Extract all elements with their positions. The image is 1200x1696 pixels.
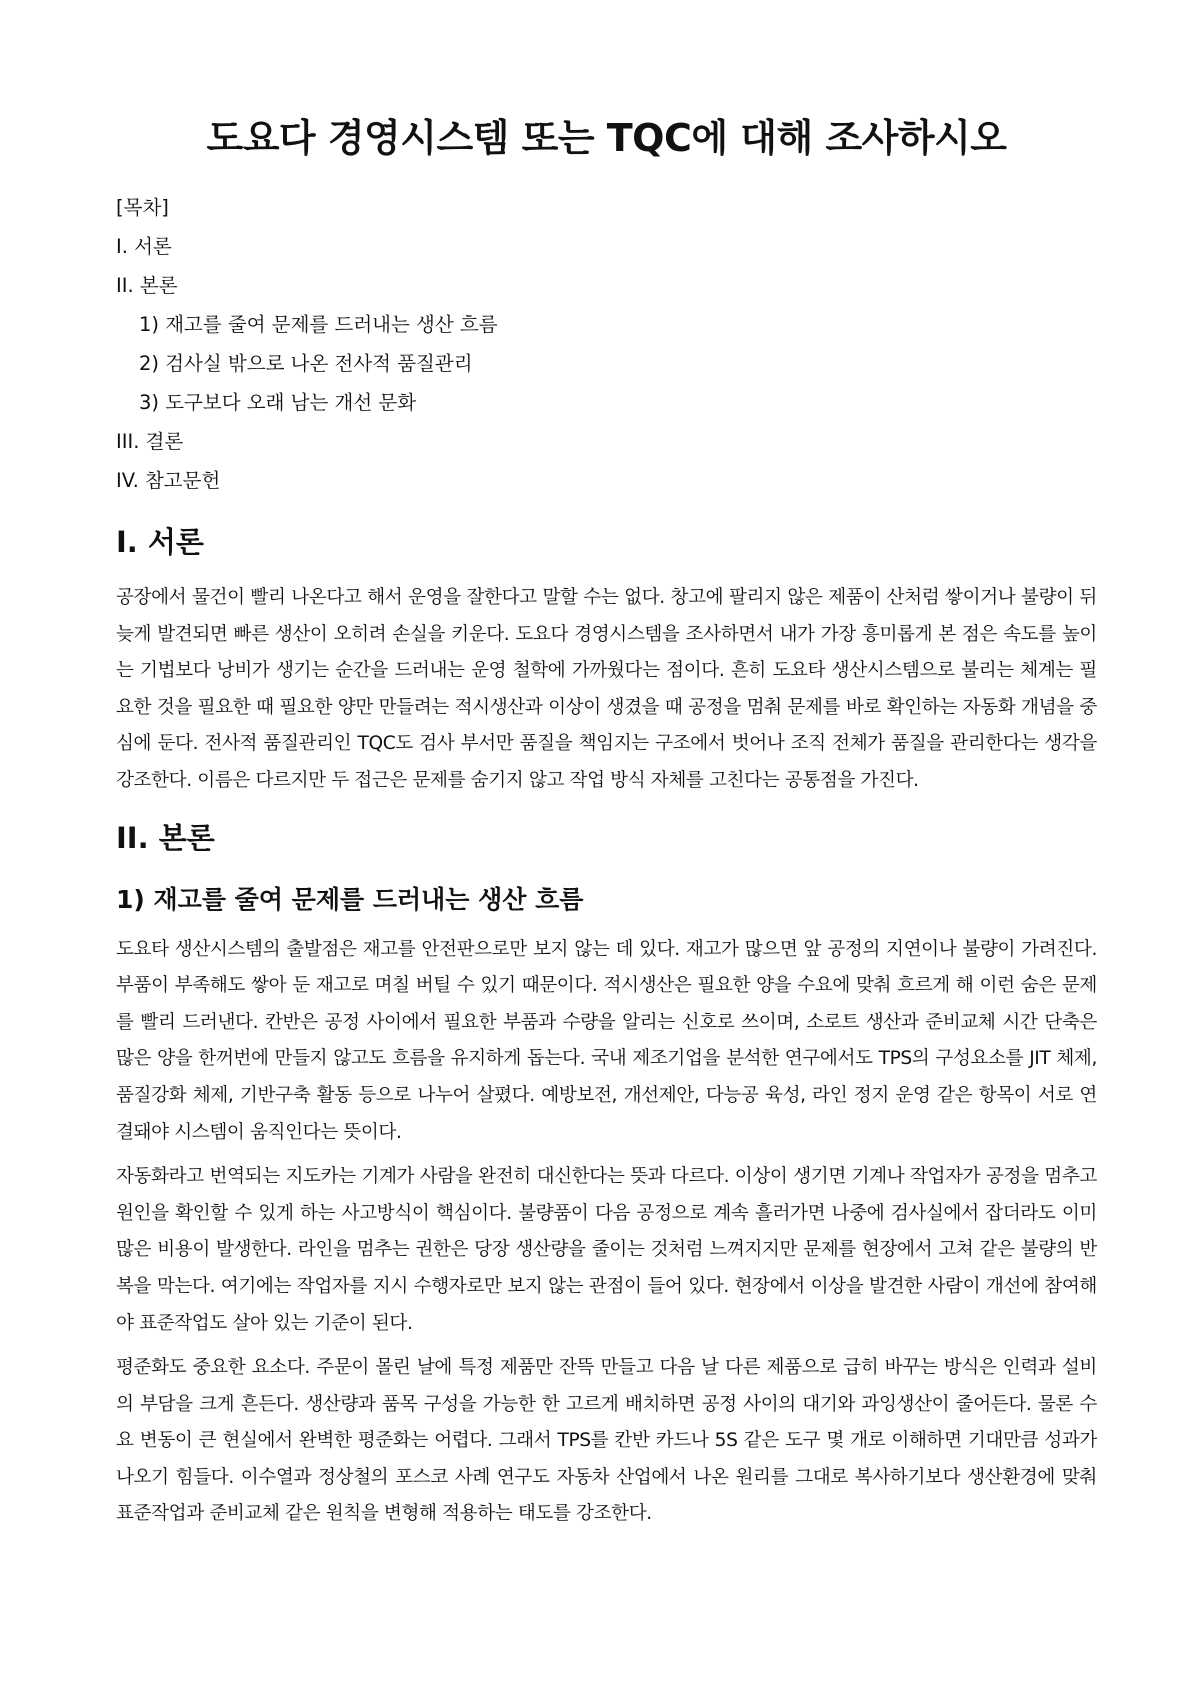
toc-item-body-1: 1) 재고를 줄여 문제를 드러내는 생산 흐름 [139, 313, 498, 336]
toc-item-intro: I. 서론 [116, 235, 172, 258]
body-paragraph: 도요타 생산시스템의 출발점은 재고를 안전판으로만 보지 않는 데 있다. 재고가 많으면 앞 공정의 지연이나 불량이 가려진다. 부품이 부족해도 쌓아 둔 재고로 며칠 버틸 수 있기 때문이다. 적시생산은 필요한 양을 수요에 맞춰 흐르게 해 이런 숨은 문제를 빨리 드러낸다. 칸반은 공정 사이에서 필요한 부품과 수량을 알리는 신호로 쓰이며, 소로트 생산과 준비교체 시간 단축은 많은 양을 한꺼번에 만들지 않고도 흐름을 유지하게 돕는다. 국내 제조기업을 분석한 연구에서도 TPS의 구성요소를 JIT 체제, 품질강화 체제, 기반구축 활동 등으로 나누어 살폈다. 예방보전, 개선제안, 다능공 육성, 라인 정지 운영 같은 항목이 서로 연결돼야 시스템이 움직인다는 뜻이다. [116, 938, 1097, 1143]
section-heading-body: II. 본론 [116, 820, 215, 855]
toc-item-body-3: 3) 도구보다 오래 남는 개선 문화 [139, 391, 417, 414]
intro-paragraph: 공장에서 물건이 빨리 나온다고 해서 운영을 잘한다고 말할 수는 없다. 창고에 팔리지 않은 제품이 산처럼 쌓이거나 불량이 뒤늦게 발견되면 빠른 생산이 오히려 손실을 키운다. 도요다 경영시스템을 조사하면서 내가 가장 흥미롭게 본 점은 속도를 높이는 기법보다 낭비가 생기는 순간을 드러내는 운영 철학에 가까웠다는 점이다. 흔히 도요타 생산시스템으로 불리는 체계는 필요한 것을 필요한 때 필요한 양만 만들려는 적시생산과 이상이 생겼을 때 공정을 멈춰 문제를 바로 확인하는 자동화 개념을 중심에 둔다. 전사적 품질관리인 TQC도 검사 부서만 품질을 책임지는 구조에서 벗어나 조직 전체가 품질을 관리한다는 생각을 강조한다. 이름은 다르지만 두 접근은 문제를 숨기지 않고 작업 방식 자체를 고친다는 공통점을 가진다. [116, 587, 1097, 791]
table-of-contents [116, 188, 1097, 500]
subsection-heading-1: 1) 재고를 줄여 문제를 드러내는 생산 흐름 [116, 884, 584, 914]
section-body [116, 818, 1097, 1534]
document-title: 도요다 경영시스템 또는 TQC에 대해 조사하시오 [206, 116, 1007, 160]
toc-item-body-2: 2) 검사실 밖으로 나온 전사적 품질관리 [139, 352, 473, 375]
section-heading-intro: I. 서론 [116, 525, 204, 559]
toc-item-body: II. 본론 [116, 274, 178, 297]
body-paragraph: 자동화라고 번역되는 지도카는 기계가 사람을 완전히 대신한다는 뜻과 다르다. 이상이 생기면 기계나 작업자가 공정을 멈추고 원인을 확인할 수 있게 하는 사고방식이 핵심이다. 불량품이 다음 공정으로 계속 흘러가면 나중에 검사실에서 잡더라도 이미 많은 비용이 발생한다. 라인을 멈추는 권한은 당장 생산량을 줄이는 것처럼 느껴지지만 문제를 현장에서 고쳐 같은 불량의 반복을 막는다. 여기에는 작업자를 지시 수행자로만 보지 않는 관점이 들어 있다. 현장에서 이상을 발견한 사람이 개선에 참여해야 표준작업도 살아 있는 기준이 된다. [116, 1166, 1097, 1334]
toc-heading: [목차] [116, 196, 169, 219]
section-intro [116, 522, 1097, 800]
toc-item-conclusion: III. 결론 [116, 430, 184, 453]
toc-item-references: IV. 참고문헌 [116, 469, 221, 492]
body-paragraph: 평준화도 중요한 요소다. 주문이 몰린 날에 특정 제품만 잔뜩 만들고 다음 날 다른 제품으로 급히 바꾸는 방식은 인력과 설비의 부담을 크게 흔든다. 생산량과 품목 구성을 가능한 한 고르게 배치하면 공정 사이의 대기와 과잉생산이 줄어든다. 물론 수요 변동이 큰 현실에서 완벽한 평준화는 어렵다. 그래서 TPS를 칸반 카드나 5S 같은 도구 몇 개로 이해하면 기대만큼 성과가 나오기 힘들다. 이수열과 정상철의 포스코 사례 연구도 자동차 산업에서 나온 원리를 그대로 복사하기보다 생산환경에 맞춰 표준작업과 준비교체 같은 원칙을 변형해 적용하는 태도를 강조한다. [116, 1357, 1097, 1525]
